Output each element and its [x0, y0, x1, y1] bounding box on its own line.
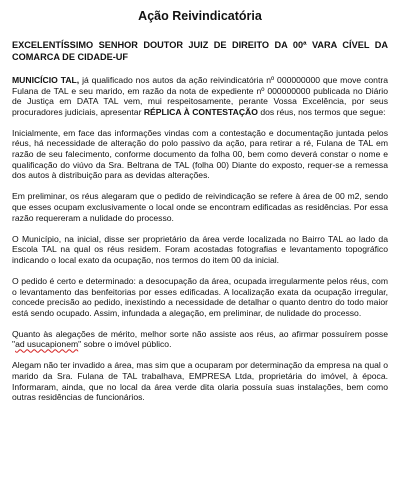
intro-text-b: dos réus, nos termos que segue:	[257, 106, 386, 117]
addressee-heading: EXCELENTÍSSIMO SENHOR DOUTOR JUIZ DE DIREITO DA 00ª VARA CÍVEL DA COMARCA DE CIDADE-UF	[12, 40, 388, 62]
paragraph-preliminar: Em preliminar, os réus alegaram que o pedido de reivindicação se refere à área de 00 m2, sendo que esses ocupam exclusivamente o local onde se encontram edificadas as residências. Por essa razão requereram a nulidade do processo.	[12, 191, 388, 223]
paragraph-merito	[12, 329, 388, 350]
latin-term: ad usucapionem	[15, 339, 79, 350]
merito-text-a: Quanto às alegações de mérito, melhor sorte não assiste aos réus, ao afirmar possuírem posse "	[12, 328, 388, 350]
party-name: MUNICÍCIO TAL,	[12, 75, 80, 85]
paragraph-municipio: O Município, na inicial, disse ser proprietário da área verde localizada no Bairro TAL ao lado da Escola TAL na qual os réus residem. Foram acostadas fotografias e levantamento topográfico indicando o local exato da ocupação, nos termos do item 00 da inicial.	[12, 233, 388, 265]
intro-text-a: já qualificado nos autos da ação reivindicatória nº 000000000 que move contra Fulana de TAL e seu marido, em razão da nota de expediente nº 000000000 publicada no Diário de Justiça em DATA TAL vem, mui respeitosamente, perante Vossa Excelência, por seus procuradores judiciais, apresentar	[12, 75, 388, 117]
paragraph-intro	[12, 75, 388, 117]
document-title: Ação Reivindicatória	[138, 9, 262, 23]
merito-text-b: " sobre o imóvel público.	[78, 339, 172, 350]
paragraph-pedido: O pedido é certo e determinado: a desocupação da área, ocupada irregularmente pelos réus, com o levantamento das benfeitorias por esses edificadas. A localização exata da ocupação irregular, concede precisão ao pedido, inexistindo a necessidade de detalhar o quanto dentro do todo maior está sendo ocupado. Assim, infundada a alegação, em preliminar, de nulidade do processo.	[12, 275, 388, 318]
paragraph-polo-passivo: Inicialmente, em face das informações vindas com a contestação e documentação juntada pelos réus, há necessidade de alteração do polo passivo da ação, para retirar a ré, Fulana de TAL em razão de seu falecimento, conforme documento da folha 00, bem como deverá constar o nome e qualificação do viúvo da Sra. Beltrana de TAL (folha 00) Diante do exposto, requer-se a remessa dos autos à distribuição para as devidas alterações.	[12, 127, 388, 181]
paragraph-alegacao: Alegam não ter invadido a área, mas sim que a ocuparam por determinação da empresa na qual o marido da Sra. Fulana de TAL trabalhava, EMPRESA Ltda, proprietária do imóvel, à época. Informaram, ainda, que no local da área verde dita olaria possuía suas instalações, bem como outras residências de funcionários.	[12, 360, 388, 403]
reply-label: RÉPLICA À CONTESTAÇÃO	[143, 106, 258, 117]
